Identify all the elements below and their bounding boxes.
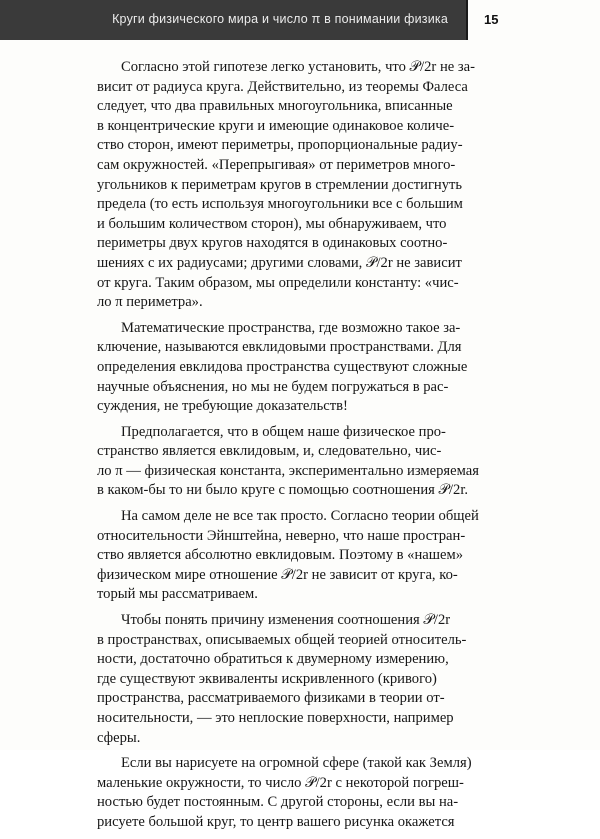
text-line: в каком-бы то ни было круге с помощью соотношения 𝒫/2r. xyxy=(97,482,469,499)
text-line: шениях с их радиусами; другими словами, 𝒫/2r не зависит xyxy=(97,254,462,271)
text-line: от круга. Таким образом, мы определили константу: «чис- xyxy=(97,274,459,291)
text-line: следует, что два правильных многоугольника, вписанные xyxy=(97,98,453,115)
text-line: На самом деле не все так просто. Согласно теории общей xyxy=(121,508,479,525)
text-line: Предполагается, что в общем наше физическое про- xyxy=(121,423,446,440)
text-line: сферы. xyxy=(97,729,141,746)
paragraph xyxy=(97,507,510,605)
text-line: пространства, рассматриваемого физиками в теории от- xyxy=(97,690,445,707)
text-line: предела (то есть используя многоугольники все с большим xyxy=(97,196,463,213)
page-number: 15 xyxy=(484,12,499,27)
paragraph xyxy=(97,58,510,313)
text-line: Чтобы понять причину изменения соотношения 𝒫/2r xyxy=(121,612,451,629)
paragraph xyxy=(97,754,510,832)
text-line: научные объяснения, но мы не будем погружаться в рас- xyxy=(97,378,449,395)
text-line: Если вы нарисуете на огромной сфере (такой как Земля) xyxy=(121,755,472,772)
running-header xyxy=(0,0,466,40)
text-line: маленькие окружности, то число 𝒫/2r с некоторой погреш- xyxy=(97,774,464,791)
text-line: Согласно этой гипотезе легко установить, что 𝒫/2r не за- xyxy=(121,59,475,75)
text-line: и большим количеством сторон), мы обнаруживаем, что xyxy=(97,215,447,232)
text-line: ключение, называются евклидовыми пространствами. Для xyxy=(97,339,462,356)
text-line: ство сторон, имеют периметры, пропорциональные радиу- xyxy=(97,137,463,154)
text-line: ностью будет постоянным. С другой стороны, если вы на- xyxy=(97,794,459,811)
text-line: торый мы рассматриваем. xyxy=(97,586,258,603)
text-line: угольников к периметрам кругов в стремлении достигнуть xyxy=(97,176,463,193)
text-line: в концентрические круги и имеющие одинаковое количе- xyxy=(97,117,455,134)
text-line: носительности, — это неплоские поверхности, например xyxy=(97,710,454,726)
text-line: в пространствах, описываемых общей теорией относитель- xyxy=(97,631,467,648)
paragraph xyxy=(97,611,510,748)
paragraph xyxy=(97,319,510,417)
text-line: сам окружностей. «Перепрыгивая» от периметров много- xyxy=(97,156,456,173)
chapter-title: Круги физического мира и число π в понимании физика xyxy=(112,12,448,26)
text-line: висит от радиуса круга. Действительно, из теоремы Фалеса xyxy=(97,78,468,95)
text-line: физическом мире отношение 𝒫/2r не зависит от круга, ко- xyxy=(97,566,458,583)
paragraph xyxy=(97,423,510,501)
text-line: Математические пространства, где возможно такое за- xyxy=(121,319,461,336)
text-line: периметры двух кругов находятся в одинаковых соотно- xyxy=(97,235,448,252)
header-divider xyxy=(466,0,468,40)
text-line: ности, достаточно обратиться к двумерному измерению, xyxy=(97,651,449,668)
text-line: ство является абсолютно евклидовым. Поэтому в «нашем» xyxy=(97,547,464,564)
text-line: ло π периметра». xyxy=(97,294,203,311)
body-text xyxy=(97,58,510,839)
text-line: рисуете большой круг, то центр вашего рисунка окажется xyxy=(97,813,455,830)
text-line: определения евклидова пространства существуют сложные xyxy=(97,358,468,375)
text-line: ло π — физическая константа, экспериментально измеряемая xyxy=(97,462,479,479)
text-line: где существуют эквиваленты искривленного (кривого) xyxy=(97,670,437,687)
text-line: относительности Эйнштейна, неверно, что наше простран- xyxy=(97,527,466,544)
text-line: суждения, не требующие доказательств! xyxy=(97,398,348,415)
text-line: странство является евклидовым, и, следовательно, чис- xyxy=(97,443,442,460)
